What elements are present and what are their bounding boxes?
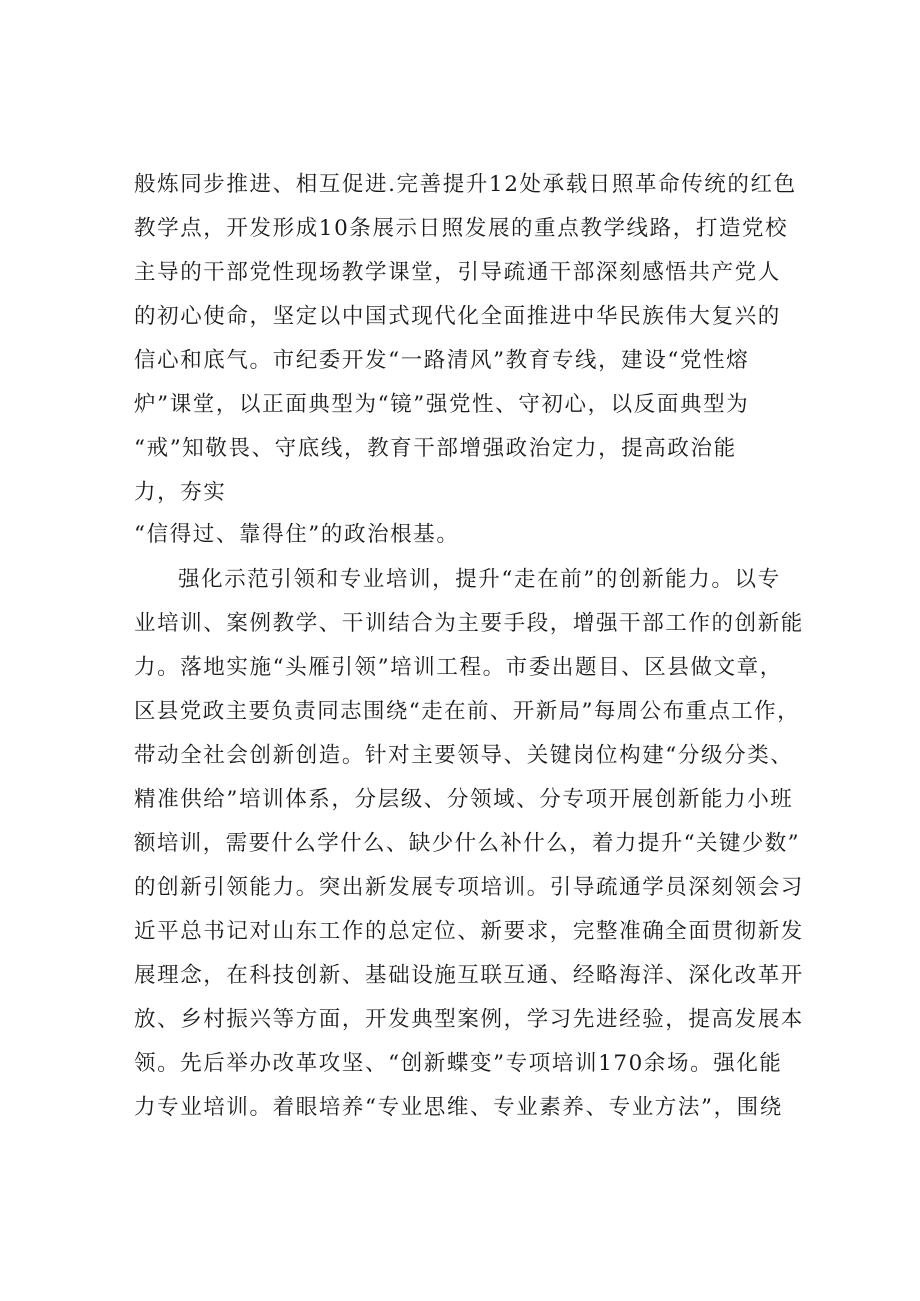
text-line: 区县党政主要负责同志围绕“走在前、开新局”每周公布重点工作， bbox=[134, 699, 800, 724]
text-line: 展理念，在科技创新、基础设施互联互通、经略海洋、深化改革开 bbox=[134, 963, 804, 988]
text-line: 般炼同步推进、相互促进.完善提升12处承载日照革命传统的红色 bbox=[134, 172, 797, 197]
text-line: 近平总书记对山东工作的总定位、新要求，完整准确全面贯彻新发 bbox=[134, 919, 804, 944]
text-line: 精准供给”培训体系，分层级、分领域、分专项开展创新能力小班 bbox=[134, 787, 794, 812]
text-line: “信得过、靠得住”的政治根基。 bbox=[134, 522, 460, 547]
text-line: 主导的干部党性现场教学课堂，引导疏通干部深刻感悟共产党人 bbox=[134, 260, 781, 285]
text-line: 强化示范引领和专业培训，提升“走在前”的创新能力。以专 bbox=[178, 567, 781, 592]
text-line: “戒”知敬畏、守底线，教育干部增强政治定力，提高政治能 bbox=[134, 436, 737, 461]
text-line: 力专业培训。着眼培养“专业思维、专业素养、专业方法”，围绕 bbox=[134, 1095, 783, 1120]
text-line: 的创新引领能力。突出新发展专项培训。引导疏通学员深刻领会习 bbox=[134, 875, 804, 900]
text-line: 力，夯实 bbox=[134, 480, 227, 505]
text-line: 带动全社会创新创造。针对主要领导、关键岗位构建“分级分类、 bbox=[134, 743, 794, 768]
text-line: 炉”课堂，以正面典型为“镜”强党性、守初心，以反面典型为 bbox=[134, 392, 750, 417]
text-line: 额培训，需要什么学什么、缺少什么补什么，着力提升“关键少数” bbox=[134, 831, 800, 856]
text-line: 信心和底气。市纪委开发“一路清风”教育专线，建设“党性熔 bbox=[134, 348, 750, 373]
text-line: 放、乡村振兴等方面，开发典型案例，学习先进经验，提高发展本 bbox=[134, 1007, 804, 1032]
text-line: 教学点，开发形成10条展示日照发展的重点教学线路，打造党校 bbox=[134, 216, 789, 241]
text-line: 领。先后举办改革攻坚、“创新蝶变”专项培训170余场。强化能 bbox=[134, 1051, 783, 1076]
text-line: 的初心使命，坚定以中国式现代化全面推进中华民族伟大复兴的 bbox=[134, 304, 781, 329]
text-line: 力。落地实施“头雁引领”培训工程。市委出题目、区县做文章， bbox=[134, 655, 783, 680]
text-line: 业培训、案例教学、干训结合为主要手段，增强干部工作的创新能 bbox=[134, 611, 804, 636]
